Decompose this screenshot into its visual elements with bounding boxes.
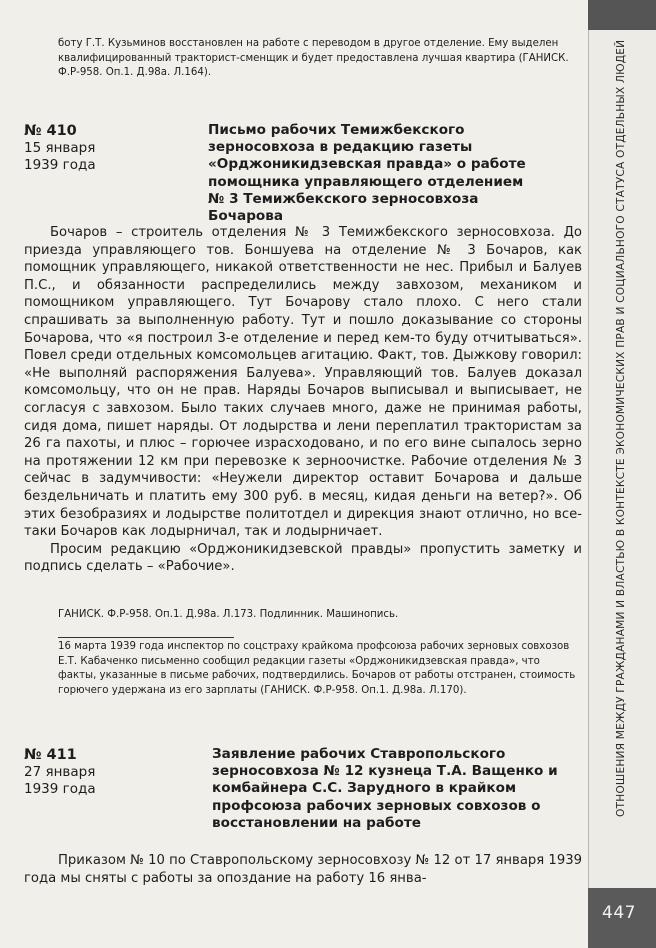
doc-411-date-line2: 1939 года bbox=[24, 781, 96, 797]
doc-411-number: № 411 bbox=[24, 747, 77, 763]
doc-410-title: Письмо рабочих Темижбекского зерносовхоза в редакцию газеты «Орджоникидзевская правда» о работе помощника управляющего отделением № 3 Темижбекского зерносовхоза Бочарова bbox=[208, 122, 526, 225]
doc-411-paragraph-1: Приказом № 10 по Ставропольскому зерносовхозу № 12 от 17 января 1939 года мы сняты с работы за опоздание на работу 16 янва- bbox=[24, 853, 582, 886]
running-section-title: ОТНОШЕНИЯ МЕЖДУ ГРАЖДАНАМИ И ВЛАСТЬЮ В КОНТЕКСТЕ ЭКОНОМИЧЕСКИХ ПРАВ И СОЦИАЛЬНОГО СТАТУСА ОТДЕЛЬНЫХ ЛЮДЕЙ bbox=[615, 40, 627, 818]
footnote-divider bbox=[58, 637, 234, 638]
doc-410-date-line2: 1939 года bbox=[24, 157, 96, 173]
doc-410-body bbox=[24, 224, 582, 576]
doc-410-paragraph-1: Бочаров – строитель отделения № 3 Темижбекского зерносовхоза. До приезда управляющего тов. Боншуева на отделение № 3 Бочаров, как помощник управляющего, никакой ответственности не нес. Прибыл и Балуев П.С., и обязанности распределились между завхозом, механиком и помощником управляющего. Тут Бочарову стало плохо. С него стали спрашивать за выполненную работу. Тут и пошло доказывание со стороны Бочарова, что «я построил 3-е отделение и перед кем-то буду отчитываться». Повел среди отдельных комсомольцев агитацию. Факт, тов. Дыжкову говорил: «Не выполняй распоряжения Балуева». Управляющий тов. Балуев доказал комсомольцу, что он не прав. Наряды Бочаров выписывал и выписывает, не согласуя с завхозом. Было таких случаев много, даже не принимая работы, сидя дома, пишет наряды. От лодырства и лени переплатил трактористам за 26 га пахоты, и плюс – горючее израсходовано, и по его вине сыпалось зерно на протяжении 12 км при перевозке к зерноочистке. Рабочие отделения № 3 сейчас в задумчивости: «Неужели директор оставит Бочарова и дальше бездельничать и платить ему 300 руб. в месяц, кидая деньги на ветер?». Об этих безобразиях и лодырстве политотдел и дирекция знают отлично, но все-таки Бочаров как лодырничал, так и лодырничает. bbox=[24, 225, 582, 540]
doc-410-header-left bbox=[24, 122, 174, 174]
doc-410-number: № 410 bbox=[24, 123, 77, 139]
page-number: 447 bbox=[602, 903, 636, 923]
doc-411-header-left bbox=[24, 746, 174, 798]
doc-410-footnote: 16 марта 1939 года инспектор по соцстраху крайкома профсоюза рабочих зерновых совхозов Е.Т. Кабаченко письменно сообщил редакции газеты «Орджоникидзевская правда», что факты, указанные в письме рабочих, подтвердились. Бочаров от работы отстранен, стоимость горючего удержана из его зарплаты (ГАНИСК. Ф.Р-958. Оп.1. Д.98а. Л.170). bbox=[58, 641, 576, 696]
top-corner-tab bbox=[588, 0, 656, 30]
doc-411-date-line1: 27 января bbox=[24, 764, 96, 780]
doc-410-date-line1: 15 января bbox=[24, 140, 96, 156]
doc-410-paragraph-2: Просим редакцию «Орджоникидзевской правды» пропустить заметку и подпись сделать – «Рабочие». bbox=[24, 541, 582, 575]
doc-411-title: Заявление рабочих Ставропольского зерносовхоза № 12 кузнеца Т.А. Ващенко и комбайнера С.С. Зарудного в крайком профсоюза рабочих зерновых совхозов о восстановлении на работе bbox=[212, 746, 558, 831]
doc-411-body bbox=[24, 852, 582, 887]
top-continuation-note: боту Г.Т. Кузьминов восстановлен на работе с переводом в другое отделение. Ему выделен квалифицированный тракторист-сменщик и будет предоставлена лучшая квартира (ГАНИСК. Ф.Р-958. Оп.1. Д.98а. Л.164). bbox=[58, 38, 569, 79]
doc-410-source-line: ГАНИСК. Ф.Р-958. Оп.1. Д.98а. Л.173. Подлинник. Машинопись. bbox=[58, 609, 399, 620]
